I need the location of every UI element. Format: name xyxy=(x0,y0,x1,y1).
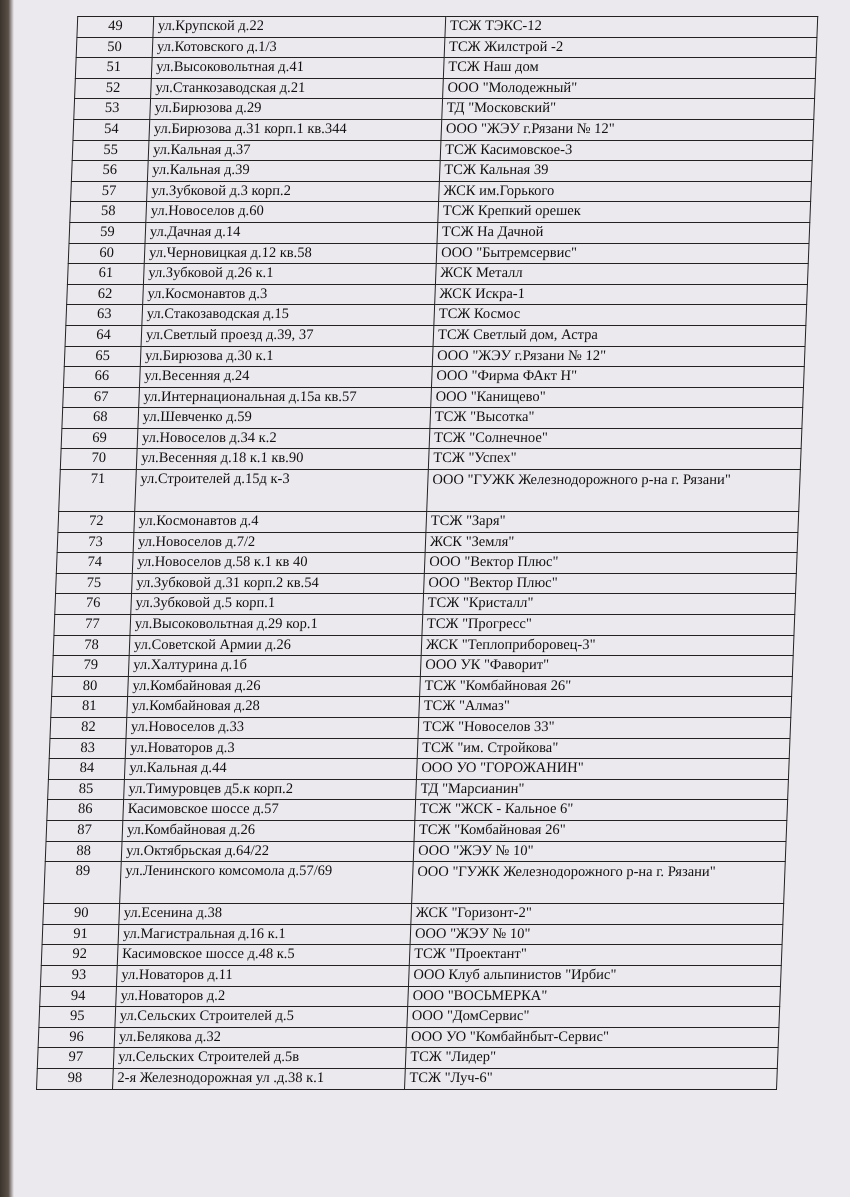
row-organization: ООО УК "Фаворит" xyxy=(420,656,793,677)
row-number: 73 xyxy=(57,532,134,553)
row-address: ул.Шевченко д.59 xyxy=(138,408,431,429)
table-row xyxy=(76,37,817,58)
row-number: 91 xyxy=(42,924,119,945)
row-organization: ЖСК Металл xyxy=(435,264,808,285)
row-organization: ЖСК "Теплоприборовец-3" xyxy=(421,635,794,656)
row-number: 85 xyxy=(48,779,125,800)
row-number: 89 xyxy=(44,862,122,904)
row-address: ул.Высоковольтная д.29 кор.1 xyxy=(130,615,423,636)
row-organization: ТСЖ ТЭКС-12 xyxy=(445,17,818,38)
row-organization: ООО "ГУЖК Железнодорожного р-на г. Рязани" xyxy=(412,862,786,904)
row-number: 67 xyxy=(63,387,140,408)
table-row xyxy=(37,1068,778,1089)
row-number: 69 xyxy=(61,428,138,449)
row-address: ул.Кальная д.44 xyxy=(124,759,417,780)
row-organization: ТСЖ Светлый дом, Астра xyxy=(433,325,806,346)
row-address: ул.Ленинского комсомола д.57/69 xyxy=(120,862,414,904)
row-organization: ТСЖ "Кристалл" xyxy=(423,594,796,615)
table-row xyxy=(40,965,781,986)
row-address: ул.Строителей д.15д к-3 xyxy=(135,470,429,512)
table-row xyxy=(56,573,797,594)
row-number: 80 xyxy=(52,676,129,697)
row-number: 95 xyxy=(39,1007,116,1028)
row-number: 75 xyxy=(56,573,133,594)
row-address: ул.Зубковой д.3 корп.2 xyxy=(147,181,440,202)
row-number: 71 xyxy=(59,470,137,512)
row-address: ул.Октябрьская д.64/22 xyxy=(121,841,414,862)
row-organization: ТД "Марсианин" xyxy=(416,779,789,800)
table-row xyxy=(47,800,788,821)
table-row xyxy=(57,532,798,553)
row-address: ул.Зубковой д.5 корп.1 xyxy=(131,594,424,615)
row-address: ул.Сельских Строителей д.5 xyxy=(115,1007,408,1028)
row-organization: ТСЖ "Комбайновая 26" xyxy=(414,820,787,841)
table-row xyxy=(52,676,793,697)
table-row xyxy=(59,470,801,512)
row-address: ул.Магистральная д.16 к.1 xyxy=(118,924,411,945)
row-organization: ЖСК Искра-1 xyxy=(435,284,808,305)
row-address: ул.Бирюзова д.31 корп.1 кв.344 xyxy=(149,119,442,140)
row-address: ул.Новоселов д.60 xyxy=(146,202,439,223)
row-number: 53 xyxy=(74,99,151,120)
row-number: 66 xyxy=(63,367,140,388)
row-organization: ООО "Бытремсервис" xyxy=(436,243,809,264)
row-number: 84 xyxy=(48,759,125,780)
row-number: 50 xyxy=(76,37,153,58)
row-organization: ООО "ГУЖК Железнодорожного р-на г. Рязани" xyxy=(427,470,801,512)
table-row xyxy=(69,222,810,243)
row-organization: ТСЖ "Прогресс" xyxy=(422,615,795,636)
row-organization: ТСЖ "Комбайновая 26" xyxy=(420,676,793,697)
row-organization: ООО УО "Комбайнбыт-Сервис" xyxy=(406,1027,779,1048)
row-organization: ООО "Канищево" xyxy=(431,387,804,408)
row-organization: ТСЖ Космос xyxy=(434,305,807,326)
table-row xyxy=(63,367,804,388)
row-organization: ТСЖ Крепкий орешек xyxy=(438,202,811,223)
row-number: 79 xyxy=(52,656,129,677)
row-address: ул.Дачная д.14 xyxy=(145,222,438,243)
row-address: ул.Бирюзова д.30 к.1 xyxy=(140,346,433,367)
row-number: 64 xyxy=(65,325,142,346)
row-organization: ООО "Вектор Плюс" xyxy=(424,573,797,594)
row-number: 98 xyxy=(37,1068,114,1089)
row-address: 2-я Железнодорожная ул .д.38 к.1 xyxy=(113,1068,406,1089)
table-row xyxy=(74,99,815,120)
row-address: ул.Зубковой д.26 к.1 xyxy=(143,264,436,285)
background-edge xyxy=(0,0,14,1197)
row-number: 72 xyxy=(58,512,135,533)
row-number: 70 xyxy=(60,449,137,470)
row-organization: ООО УО "ГОРОЖАНИН" xyxy=(416,759,789,780)
row-address: ул.Тимуровцев д5.к корп.2 xyxy=(124,779,417,800)
row-number: 56 xyxy=(71,161,148,182)
row-number: 61 xyxy=(67,264,144,285)
table-row xyxy=(51,697,792,718)
row-number: 63 xyxy=(66,305,143,326)
row-number: 83 xyxy=(49,738,126,759)
row-address: ул.Кальная д.39 xyxy=(147,161,440,182)
row-organization: ТСЖ "Алмаз" xyxy=(419,697,792,718)
row-organization: ЖСК "Горизонт-2" xyxy=(411,904,784,925)
row-address: ул.Станкозаводская д.21 xyxy=(151,78,444,99)
table-row xyxy=(75,78,816,99)
row-address: ул.Весенняя д.24 xyxy=(139,367,432,388)
row-number: 90 xyxy=(43,904,120,925)
row-organization: ООО Клуб альпинистов "Ирбис" xyxy=(408,965,781,986)
table-row xyxy=(43,904,784,925)
table-row xyxy=(55,594,796,615)
table-row xyxy=(50,718,791,739)
table-row xyxy=(46,820,787,841)
table-row xyxy=(70,202,811,223)
row-organization: ТСЖ "Высотка" xyxy=(430,408,803,429)
table-row xyxy=(39,1007,780,1028)
row-number: 74 xyxy=(56,553,133,574)
table-row xyxy=(75,58,816,79)
row-address: ул.Светлый проезд д.39, 37 xyxy=(141,325,434,346)
table-row xyxy=(71,181,812,202)
row-address: ул.Белякова д.32 xyxy=(114,1027,407,1048)
row-number: 77 xyxy=(54,615,131,636)
row-organization: ТСЖ "им. Стройкова" xyxy=(417,738,790,759)
row-address: ул.Зубковой д.31 корп.2 кв.54 xyxy=(132,573,425,594)
table-row xyxy=(38,1027,779,1048)
row-organization: ТСЖ На Дачной xyxy=(437,222,810,243)
row-address: ул.Весенняя д.18 к.1 кв.90 xyxy=(136,449,429,470)
row-organization: ООО "Молодежный" xyxy=(443,78,816,99)
row-address: ул.Космонавтов д.4 xyxy=(134,512,427,533)
row-address: ул.Новаторов д.2 xyxy=(116,986,409,1007)
row-address: ул.Бирюзова д.29 xyxy=(150,99,443,120)
table-row xyxy=(53,635,794,656)
row-address: ул.Крупской д.22 xyxy=(153,17,446,38)
row-number: 87 xyxy=(46,820,123,841)
row-address: Касимовское шоссе д.48 к.5 xyxy=(117,945,410,966)
row-address: ул.Комбайновая д.28 xyxy=(127,697,420,718)
registry-table-body xyxy=(37,17,818,1090)
table-row xyxy=(40,986,781,1007)
row-number: 82 xyxy=(50,718,127,739)
table-row xyxy=(44,862,786,904)
row-address: ул.Котовского д.1/3 xyxy=(152,37,445,58)
table-row xyxy=(65,325,806,346)
row-address: ул.Новоселов д.33 xyxy=(126,718,419,739)
row-number: 65 xyxy=(64,346,141,367)
table-row xyxy=(77,17,818,38)
row-organization: ООО "ДомСервис" xyxy=(407,1007,780,1028)
row-number: 55 xyxy=(72,140,149,161)
row-number: 60 xyxy=(68,243,145,264)
row-number: 93 xyxy=(40,965,117,986)
table-row xyxy=(67,284,808,305)
table-row xyxy=(54,615,795,636)
row-organization: ООО "ЖЭУ г.Рязани № 12" xyxy=(441,119,814,140)
row-organization: ТД "Московский" xyxy=(442,99,815,120)
row-organization: ТСЖ "Лидер" xyxy=(405,1048,778,1069)
row-address: ул.Сельских Строителей д.5в xyxy=(113,1048,406,1069)
row-number: 58 xyxy=(70,202,147,223)
row-number: 49 xyxy=(77,17,154,38)
row-number: 81 xyxy=(51,697,128,718)
table-row xyxy=(60,449,801,470)
table-row xyxy=(56,553,797,574)
row-address: ул.Новоселов д.7/2 xyxy=(133,532,426,553)
table-row xyxy=(41,945,782,966)
row-address: ул.Комбайновая д.26 xyxy=(122,820,415,841)
row-address: ул.Комбайновая д.26 xyxy=(128,676,421,697)
row-number: 96 xyxy=(38,1027,115,1048)
row-address: ул.Новаторов д.11 xyxy=(116,965,409,986)
table-row xyxy=(49,738,790,759)
row-address: ул.Кальная д.37 xyxy=(148,140,441,161)
row-organization: ТСЖ "ЖСК - Кальное 6" xyxy=(415,800,788,821)
row-number: 94 xyxy=(40,986,117,1007)
table-row xyxy=(37,1048,778,1069)
table-row xyxy=(63,387,804,408)
row-number: 92 xyxy=(41,945,118,966)
row-address: ул.Новоселов д.34 к.2 xyxy=(137,428,430,449)
row-organization: ТСЖ Жилстрой -2 xyxy=(444,37,817,58)
row-number: 54 xyxy=(73,119,150,140)
table-row xyxy=(64,346,805,367)
row-organization: ТСЖ Касимовское-3 xyxy=(440,140,813,161)
row-organization: ЖСК "Земля" xyxy=(425,532,798,553)
table-row xyxy=(61,428,802,449)
row-organization: ООО "ЖЭУ № 10" xyxy=(410,924,783,945)
table-row xyxy=(45,841,786,862)
row-organization: ТСЖ "Новоселов 33" xyxy=(418,718,791,739)
row-organization: ООО "ЖЭУ г.Рязани № 12" xyxy=(432,346,805,367)
table-row xyxy=(68,243,809,264)
row-address: ул.Халтурина д.1б xyxy=(128,656,421,677)
row-number: 88 xyxy=(45,841,122,862)
row-number: 78 xyxy=(53,635,130,656)
row-organization: ТСЖ "Успех" xyxy=(428,449,801,470)
row-organization: ООО "ВОСЬМЕРКА" xyxy=(408,986,781,1007)
row-organization: ТСЖ "Проектант" xyxy=(409,945,782,966)
table-row xyxy=(52,656,793,677)
row-organization: ТСЖ "Солнечное" xyxy=(429,428,802,449)
row-number: 59 xyxy=(69,222,146,243)
table-row xyxy=(67,264,808,285)
table-row xyxy=(62,408,803,429)
row-number: 62 xyxy=(67,284,144,305)
table-row xyxy=(42,924,783,945)
row-address: ул.Интернациональная д.15а кв.57 xyxy=(139,387,432,408)
row-number: 51 xyxy=(75,58,152,79)
row-address: ул.Новаторов д.3 xyxy=(125,738,418,759)
table-row xyxy=(72,140,813,161)
row-organization: ООО "ЖЭУ № 10" xyxy=(413,841,786,862)
row-address: ул.Космонавтов д.3 xyxy=(143,284,436,305)
table-row xyxy=(66,305,807,326)
row-organization: ТСЖ "Заря" xyxy=(426,512,799,533)
row-number: 86 xyxy=(47,800,124,821)
row-organization: ТСЖ Кальная 39 xyxy=(439,161,812,182)
table-row xyxy=(71,161,812,182)
registry-table xyxy=(36,16,818,1090)
row-organization: ТСЖ "Луч-6" xyxy=(405,1068,778,1089)
row-address: ул.Черновицкая д.12 кв.58 xyxy=(144,243,437,264)
row-number: 97 xyxy=(37,1048,114,1069)
row-organization: ТСЖ Наш дом xyxy=(443,58,816,79)
row-organization: ЖСК им.Горького xyxy=(439,181,812,202)
table-row xyxy=(73,119,814,140)
row-organization: ООО "Фирма ФАкт Н" xyxy=(431,367,804,388)
table-row xyxy=(48,759,789,780)
row-number: 76 xyxy=(55,594,132,615)
row-number: 57 xyxy=(71,181,148,202)
row-address: ул.Новоселов д.58 к.1 кв 40 xyxy=(132,553,425,574)
row-address: Касимовское шоссе д.57 xyxy=(123,800,416,821)
row-address: ул.Есенина д.38 xyxy=(119,904,412,925)
row-number: 68 xyxy=(62,408,139,429)
row-address: ул.Стакозаводская д.15 xyxy=(142,305,435,326)
row-number: 52 xyxy=(75,78,152,99)
row-address: ул.Советской Армии д.26 xyxy=(129,635,422,656)
table-row xyxy=(58,512,799,533)
row-address: ул.Высоковольтная д.41 xyxy=(151,58,444,79)
table-row xyxy=(48,779,789,800)
row-organization: ООО "Вектор Плюс" xyxy=(424,553,797,574)
